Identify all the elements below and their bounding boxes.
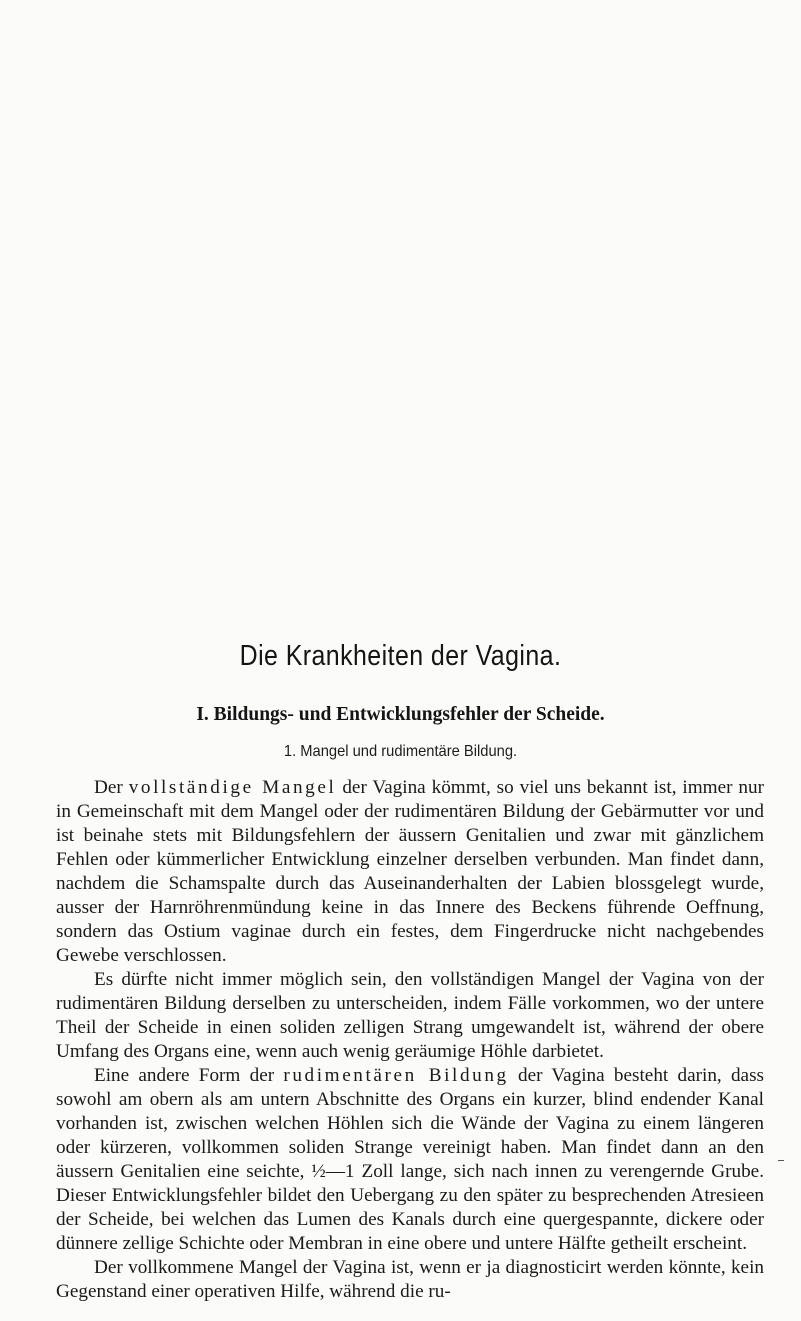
paragraph-1-lead: Der <box>94 777 129 798</box>
body-text <box>56 776 764 1304</box>
paragraph-1-text: der Vagina kömmt, so viel uns bekannt ist, immer nur in Gemeinschaft mit dem Mangel oder der rudimentären Bildung der Gebärmutter vor und ist beinahe stets mit Bildungsfehlern der äussern Genitalien und zwar mit gänzlichem Fehlen oder kümmerlicher Entwicklung einzelner derselben verbunden. Man findet dann, nachdem die Schamspalte durch das Auseinanderhalten der Labien blossgelegt wurde, ausser der Harnröhrenmündung keine in das Innere des Beckens führende Oeffnung, sondern das Ostium vaginae durch ein festes, dem Fingerdrucke nicht nachgebendes Gewebe verschlossen. <box>56 777 765 966</box>
section-heading: I. Bildungs- und Entwicklungsfehler der Scheide. <box>196 704 605 725</box>
paragraph-1 <box>56 776 764 968</box>
paragraph-3 <box>56 1064 764 1256</box>
paragraph-3-text: der Vagina besteht darin, dass sowohl am obern als am untern Abschnitte des Organs ein kurzer, blind endender Kanal vorhanden ist, zwischen welchen Höhlen sich die Wände der Vagina zu einem längeren oder kürzeren, vollkommen soliden Strange vereinigt haben. Man findet dann an den äussern Genitalien eine seichte, ½—1 Zoll lange, sich nach innen zu verengernde Grube. Dieser Entwicklungsfehler bildet den Uebergang zu den später zu besprechenden Atresieen der Scheide, bei welchen das Lumen des Kanals durch eine quergespannte, dickere oder dünnere zellige Schichte oder Membran in eine obere und untere Hälfte getheilt erscheint. <box>56 1065 765 1254</box>
margin-mark <box>778 1160 784 1161</box>
paragraph-3-emphasis: rudimentären Bildung <box>283 1065 509 1086</box>
paragraph-3-lead: Eine andere Form der <box>94 1065 284 1086</box>
paragraph-2 <box>56 968 764 1064</box>
paragraph-1-emphasis: vollständige Mangel <box>128 777 337 798</box>
page-title: Die Krankheiten der Vagina. <box>239 640 562 672</box>
paragraph-4 <box>56 1256 764 1304</box>
paragraph-2-text: Es dürfte nicht immer möglich sein, den vollständigen Mangel der Vagina von der rudimentären Bildung derselben zu unterscheiden, indem Fälle vorkommen, wo der untere Theil der Scheide in einen soliden zelligen Strang umgewandelt ist, während der obere Umfang des Organs eine, wenn auch wenig geräumige Höhle darbietet. <box>56 969 764 1062</box>
paragraph-4-text: Der vollkommene Mangel der Vagina ist, wenn er ja diagnosticirt werden könnte, kein Gegenstand einer operativen Hilfe, während die ru- <box>56 1257 764 1302</box>
sub-heading: 1. Mangel und rudimentäre Bildung. <box>283 743 518 760</box>
